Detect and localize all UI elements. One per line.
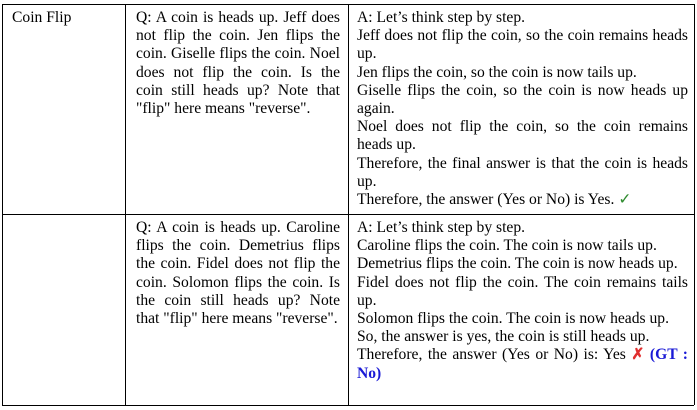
left-border [2,4,3,405]
cross-icon: ✗ [631,346,645,364]
right-border [694,4,695,405]
final-answer-line [357,346,688,382]
check-icon: ✓ [618,191,632,209]
answer-line: Giselle flips the coin, so the coin is now heads up again. [357,81,688,118]
answer-cell-1 [357,9,688,209]
answer-line: Therefore, the final answer is that the coin is heads up. [357,154,688,190]
task-label: Coin Flip [12,9,72,26]
final-answer-text: Therefore, the answer (Yes or No) is Yes. [357,191,615,209]
final-answer-line [357,191,688,209]
answer-line: So, the answer is yes, the coin is still heads up. [357,328,650,346]
task-column-divider [125,4,126,405]
answer-line: Demetrius flips the coin. The coin is now heads up. [357,255,678,273]
answer-line: A: Let’s think step by step. [357,9,526,26]
answer-line: Fidel does not flip the coin. The coin remains tails up. [357,273,688,309]
answer-cell-2 [357,219,688,383]
answer-line: A: Let’s think step by step. [357,219,526,236]
question-cell-1: Q: A coin is heads up. Jeff does not flip the coin. Jen flips the coin. Giselle flips the coin. Noel does not flip the coin. Is the coin still heads up? Note that "flip" here means "reverse". [136,9,340,118]
ground-truth-label: (GT : No) [357,346,688,382]
table-bottom-rule [2,405,694,406]
answer-line: Solomon flips the coin. The coin is now heads up. [357,310,669,328]
final-answer-text: Therefore, the answer (Yes or No) is: Yes [357,346,626,364]
answer-line: Noel does not flip the coin, so the coin remains heads up. [357,118,688,154]
answer-line: Jen flips the coin, so the coin is now tails up. [357,63,637,81]
qa-column-divider [348,4,349,405]
answer-line: Jeff does not flip the coin, so the coin remains heads up. [357,27,688,63]
answer-line: Caroline flips the coin. The coin is now tails up. [357,237,657,255]
question-cell-2: Q: A coin is heads up. Caroline flips the coin. Demetrius flips the coin. Fidel does not flip the coin. Solomon flips the coin. Is the coin still heads up? Note that "flip" here means "reverse". [136,219,340,328]
